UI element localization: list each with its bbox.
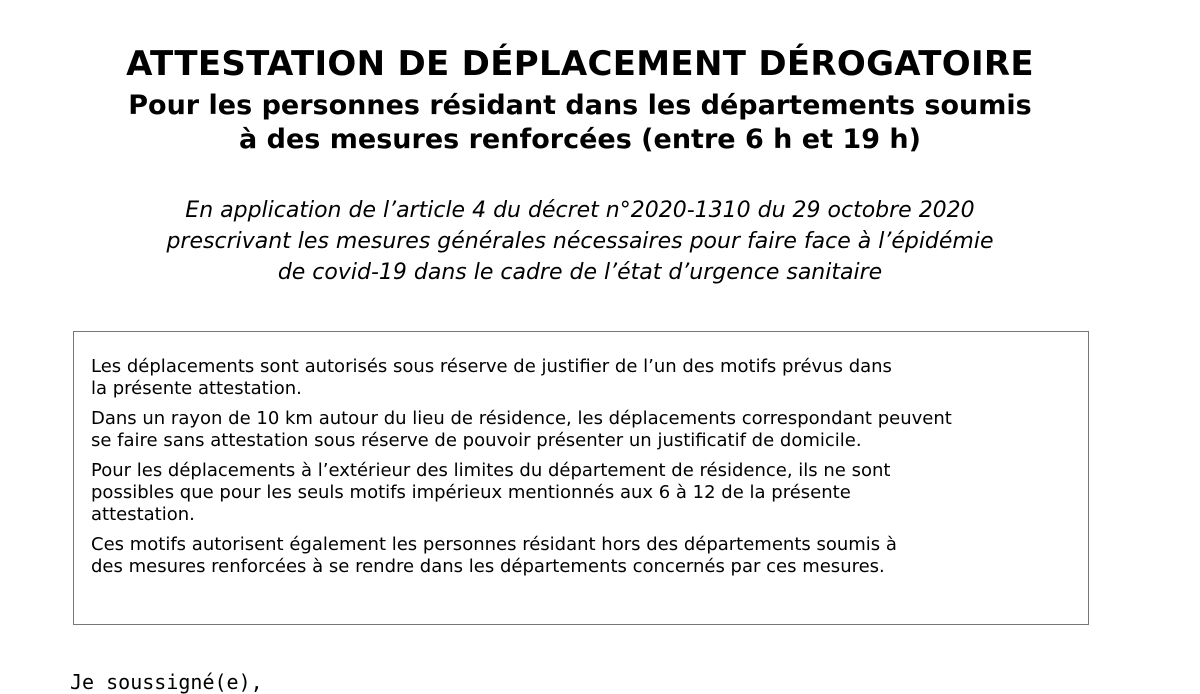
legal-reference-line: En application de l’article 4 du décret n°2020-1310 du 29 octobre 2020 (185, 198, 975, 223)
notice-paragraph (91, 460, 1081, 526)
notice-line: Dans un rayon de 10 km autour du lieu de résidence, les déplacements correspondant peuvent (91, 408, 952, 429)
notice-paragraph (91, 356, 1081, 400)
notice-line: se faire sans attestation sous réserve de pouvoir présenter un justificatif de domicile. (91, 430, 862, 451)
notice-line: Les déplacements sont autorisés sous réserve de justifier de l’un des motifs prévus dans (91, 356, 892, 377)
notice-line: Pour les déplacements à l’extérieur des limites du département de résidence, ils ne sont (91, 460, 891, 481)
notice-line: des mesures renforcées à se rendre dans les départements concernés par ces mesures. (91, 556, 885, 577)
document-subtitle (0, 89, 1160, 157)
legal-reference-line: de covid-19 dans le cadre de l’état d’urgence sanitaire (277, 260, 883, 285)
notice-line: la présente attestation. (91, 378, 302, 399)
notice-line: possibles que pour les seuls motifs impérieux mentionnés aux 6 à 12 de la présente (91, 482, 851, 503)
notice-paragraph (91, 534, 1081, 578)
notice-text (91, 356, 1081, 586)
legal-reference-line: prescrivant les mesures générales nécessaires pour faire face à l’épidémie (166, 229, 994, 254)
subtitle-line: à des mesures renforcées (entre 6 h et 19 h) (239, 124, 921, 155)
document-title: ATTESTATION DE DÉPLACEMENT DÉROGATOIRE (126, 44, 1034, 84)
notice-paragraph (91, 408, 1081, 452)
notice-box (73, 331, 1089, 625)
subtitle-line: Pour les personnes résidant dans les départements soumis (128, 90, 1032, 121)
notice-line: attestation. (91, 504, 195, 525)
legal-reference (0, 195, 1160, 288)
notice-line: Ces motifs autorisent également les personnes résidant hors des départements soumis à (91, 534, 897, 555)
signatory-line: Je soussigné(e), (70, 670, 263, 694)
